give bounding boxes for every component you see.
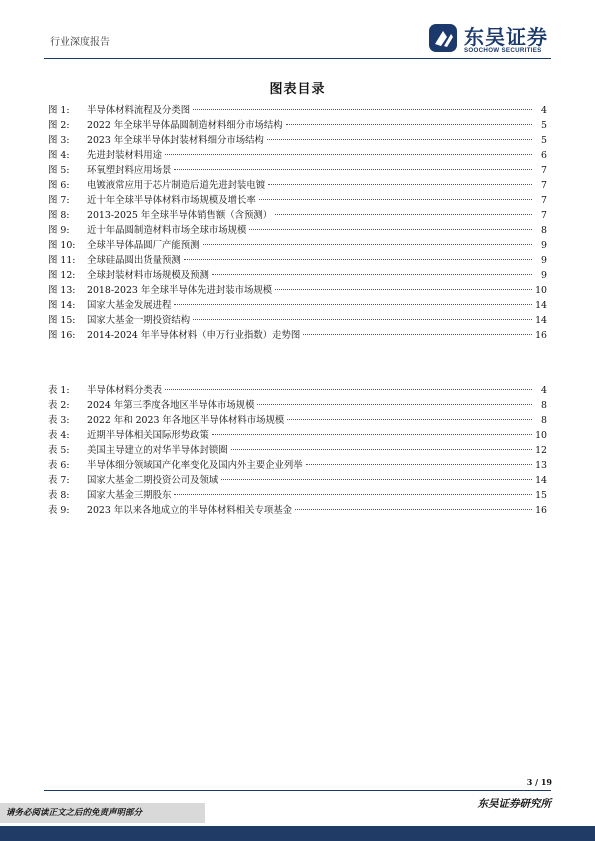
figure-entry[interactable] [48, 133, 547, 148]
dot-leader [275, 289, 532, 290]
entry-number: 图 4: [48, 150, 70, 161]
entry-number: 表 3: [48, 415, 70, 426]
entry-page: 9 [541, 255, 547, 266]
entry-number: 图 11: [48, 255, 76, 266]
figure-entry[interactable] [48, 283, 547, 298]
entry-number: 图 16: [48, 330, 76, 341]
entry-number: 图 15: [48, 315, 76, 326]
table-entry[interactable] [48, 473, 547, 488]
figure-entry[interactable] [48, 268, 547, 283]
entry-number: 表 1: [48, 385, 70, 396]
entry-title: 半导体细分领域国产化率变化及国内外主要企业列举 [87, 460, 303, 471]
dot-leader [295, 509, 532, 510]
table-entry[interactable] [48, 398, 547, 413]
entry-page: 13 [535, 460, 547, 471]
entry-number: 图 3: [48, 135, 70, 146]
entry-title: 国家大基金三期股东 [87, 490, 172, 501]
dot-leader [212, 434, 532, 435]
entry-page: 10 [535, 430, 547, 441]
entry-title: 近期半导体相关国际形势政策 [87, 430, 209, 441]
figure-entry[interactable] [48, 328, 547, 343]
entry-title: 环氧塑封料应用场景 [87, 165, 172, 176]
entry-page: 4 [541, 385, 547, 396]
entry-number: 图 1: [48, 105, 70, 116]
dot-leader [174, 304, 532, 305]
header-divider [44, 58, 551, 59]
entry-page: 16 [535, 505, 547, 516]
entry-number: 表 6: [48, 460, 70, 471]
entry-page: 8 [541, 415, 547, 426]
entry-title: 先进封装材料用途 [87, 150, 163, 161]
entry-title: 半导体材料流程及分类图 [87, 105, 191, 116]
dot-leader [221, 479, 532, 480]
dot-leader [267, 139, 532, 140]
entry-page: 9 [541, 240, 547, 251]
entry-page: 14 [535, 315, 547, 326]
dot-leader [257, 404, 532, 405]
entry-title: 全球半导体晶圆厂产能预测 [87, 240, 200, 251]
report-category: 行业深度报告 [50, 37, 110, 48]
entry-page: 12 [535, 445, 547, 456]
entry-title: 电镀液常应用于芯片制造后道先进封装电镀 [87, 180, 266, 191]
dot-leader [165, 389, 532, 390]
dot-leader [165, 154, 532, 155]
dot-leader [174, 169, 532, 170]
figure-entry[interactable] [48, 208, 547, 223]
entry-title: 全球硅晶圆出货量预测 [87, 255, 181, 266]
entry-number: 图 8: [48, 210, 70, 221]
entry-number: 表 4: [48, 430, 70, 441]
entry-number: 表 2: [48, 400, 70, 411]
table-entry[interactable] [48, 503, 547, 518]
entry-page: 5 [541, 135, 547, 146]
entry-number: 图 14: [48, 300, 76, 311]
figure-entry[interactable] [48, 118, 547, 133]
entry-title: 国家大基金二期投资公司及领域 [87, 475, 219, 486]
figure-entry[interactable] [48, 298, 547, 313]
entry-title: 国家大基金发展进程 [87, 300, 172, 311]
footer-org: 东吴证券研究所 [477, 798, 551, 810]
brand-name-cn: 东吴证券 [464, 25, 548, 49]
figure-entry[interactable] [48, 223, 547, 238]
entry-page: 7 [541, 195, 547, 206]
entry-page: 14 [535, 475, 547, 486]
dot-leader [184, 259, 532, 260]
soochow-logo-icon [427, 22, 459, 54]
entry-page: 7 [541, 180, 547, 191]
dot-leader [203, 244, 532, 245]
page-title: 图表目录 [269, 82, 326, 97]
entry-page: 14 [535, 300, 547, 311]
entry-title: 美国主导建立的对华半导体封锁圈 [87, 445, 228, 456]
entry-number: 图 5: [48, 165, 70, 176]
entry-number: 图 12: [48, 270, 76, 281]
dot-leader [268, 184, 532, 185]
footer-divider [44, 790, 551, 791]
table-list [48, 383, 547, 518]
entry-page: 7 [541, 165, 547, 176]
entry-title: 2023 年全球半导体封装材料细分市场结构 [87, 135, 264, 146]
entry-page: 5 [541, 120, 547, 131]
entry-page: 8 [541, 400, 547, 411]
disclaimer-text: 请务必阅读正文之后的免责声明部分 [6, 808, 143, 818]
entry-number: 图 6: [48, 180, 70, 191]
bottom-color-bar [0, 826, 595, 841]
entry-title: 2023 年以来各地成立的半导体材料相关专项基金 [87, 505, 292, 516]
figure-entry[interactable] [48, 163, 547, 178]
figure-entry[interactable] [48, 313, 547, 328]
dot-leader [287, 419, 532, 420]
entry-title: 2018-2023 年全球半导体先进封装市场规模 [87, 285, 273, 296]
table-entry[interactable] [48, 458, 547, 473]
entry-number: 表 8: [48, 490, 70, 501]
dot-leader [286, 124, 532, 125]
table-entry[interactable] [48, 443, 547, 458]
entry-page: 10 [535, 285, 547, 296]
dot-leader [306, 464, 532, 465]
entry-page: 4 [541, 105, 547, 116]
entry-page: 6 [541, 150, 547, 161]
figure-list [48, 103, 547, 343]
entry-title: 国家大基金一期投资结构 [87, 315, 191, 326]
figure-entry[interactable] [48, 253, 547, 268]
dot-leader [193, 319, 532, 320]
brand-logo [427, 20, 557, 60]
entry-title: 2014-2024 年半导体材料（申万行业指数）走势图 [87, 330, 301, 341]
entry-number: 表 7: [48, 475, 70, 486]
entry-title: 半导体材料分类表 [87, 385, 163, 396]
entry-number: 表 9: [48, 505, 70, 516]
entry-number: 表 5: [48, 445, 70, 456]
dot-leader [231, 449, 532, 450]
dot-leader [212, 274, 532, 275]
figure-entry[interactable] [48, 193, 547, 208]
table-entry[interactable] [48, 428, 547, 443]
entry-title: 2022 年全球半导体晶圆制造材料细分市场结构 [87, 120, 283, 131]
dot-leader [193, 109, 532, 110]
entry-page: 7 [541, 210, 547, 221]
entry-number: 图 13: [48, 285, 76, 296]
entry-number: 图 10: [48, 240, 76, 251]
figure-entry[interactable] [48, 148, 547, 163]
entry-title: 2022 年和 2023 年各地区半导体材料市场规模 [87, 415, 285, 426]
entry-title: 全球封装材料市场规模及预测 [87, 270, 209, 281]
entry-title: 近十年全球半导体材料市场规模及增长率 [87, 195, 256, 206]
dot-leader [259, 199, 532, 200]
page-indicator: 3 / 19 [526, 777, 552, 787]
entry-page: 9 [541, 270, 547, 281]
dot-leader [303, 334, 532, 335]
table-entry[interactable] [48, 413, 547, 428]
dot-leader [275, 214, 532, 215]
table-entry[interactable] [48, 383, 547, 398]
brand-name-en: SOOCHOW SECURITIES [464, 47, 542, 54]
entry-number: 图 2: [48, 120, 70, 131]
figure-entry[interactable] [48, 178, 547, 193]
entry-title: 2013-2025 年全球半导体销售额（含预测） [87, 210, 273, 221]
entry-title: 2024 年第三季度各地区半导体市场规模 [87, 400, 255, 411]
dot-leader [174, 494, 532, 495]
entry-page: 15 [535, 490, 547, 501]
entry-title: 近十年晶圆制造材料市场全球市场规模 [87, 225, 247, 236]
entry-number: 图 7: [48, 195, 70, 206]
entry-page: 16 [535, 330, 547, 341]
entry-number: 图 9: [48, 225, 70, 236]
figure-entry[interactable] [48, 103, 547, 118]
disclaimer-bar [0, 803, 205, 823]
table-entry[interactable] [48, 488, 547, 503]
figure-entry[interactable] [48, 238, 547, 253]
dot-leader [249, 229, 532, 230]
entry-page: 8 [541, 225, 547, 236]
